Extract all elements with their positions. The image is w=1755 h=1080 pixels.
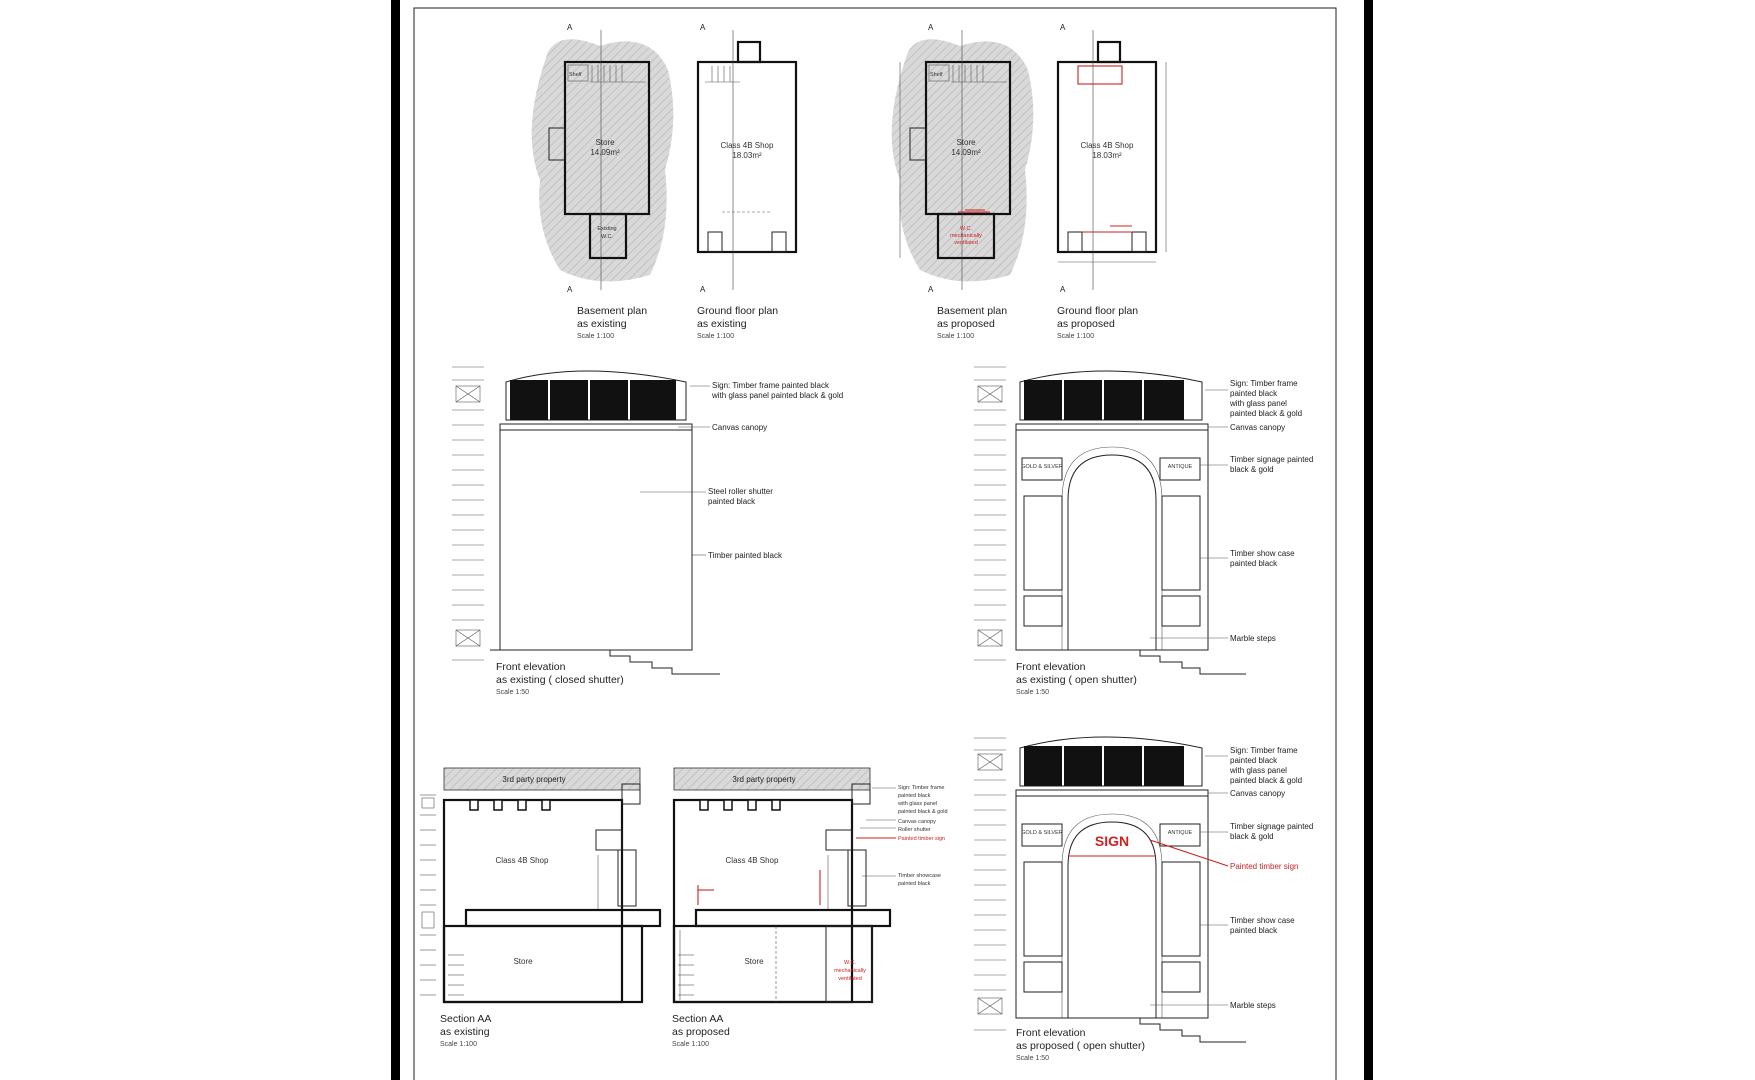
elevation-subtitle: as existing ( open shutter) (1016, 674, 1137, 686)
elevation-note: with glass panel (1230, 399, 1287, 408)
elevation-note: Canvas canopy (1230, 789, 1286, 798)
section-note: Sign: Timber frame (898, 785, 945, 791)
section-mark: A (928, 285, 934, 294)
wc-label: mechanically (834, 968, 866, 974)
plan-subtitle: as proposed (937, 318, 995, 330)
plan-basement-proposed (892, 23, 1034, 340)
elevation-note: painted black (1230, 926, 1278, 935)
room-area: 18.03m² (732, 151, 762, 160)
plan-subtitle: as existing (697, 318, 747, 330)
section-proposed (672, 768, 948, 1048)
section-note: with glass panel (898, 801, 938, 807)
elevation-note: Timber signage painted (1230, 455, 1314, 464)
panel-sign-left: GOLD & SILVER (1021, 464, 1063, 470)
panel-sign-right: ANTIQUE (1167, 464, 1193, 470)
room-label: Store (513, 957, 533, 966)
elevation-note: Sign: Timber frame painted black (712, 381, 829, 390)
room-label: Class 4B Shop (725, 856, 779, 865)
elevation-scale: Scale 1:50 (1016, 1055, 1050, 1062)
elevation-note: Sign: Timber frame (1230, 746, 1298, 755)
plan-title: Basement plan (577, 305, 648, 317)
section-existing (420, 768, 660, 1048)
section-title: Section AA (672, 1013, 724, 1025)
elevation-existing-closed (452, 367, 843, 696)
room-area: 14.09m² (951, 148, 981, 157)
elevation-note: painted black & gold (1230, 409, 1303, 418)
shelf-label: Shelf (569, 72, 582, 78)
wc-label: mechanically (950, 233, 982, 239)
party-wall-ticks (452, 367, 484, 660)
elevation-note: Sign: Timber frame (1230, 379, 1298, 388)
section-title: Section AA (440, 1013, 492, 1025)
plan-ground-proposed (1057, 23, 1166, 340)
elevation-title: Front elevation (496, 661, 566, 673)
section-scale: Scale 1:100 (440, 1041, 477, 1048)
elevation-note: Timber show case (1230, 916, 1295, 925)
elevation-note: painted black (1230, 389, 1278, 398)
room-label: Class 4B Shop (495, 856, 549, 865)
room-label: Class 4B Shop (720, 141, 774, 150)
elevation-subtitle: as existing ( closed shutter) (496, 674, 624, 686)
elevation-subtitle: as proposed ( open shutter) (1016, 1040, 1145, 1052)
section-note: Painted timber sign (898, 836, 946, 842)
elevation-note: with glass panel (1230, 766, 1287, 775)
elevation-note: Marble steps (1230, 1001, 1276, 1010)
plan-subtitle: as existing (577, 318, 627, 330)
elevation-scale: Scale 1:50 (1016, 689, 1050, 696)
party-wall-ticks (974, 367, 1006, 660)
wc-label: ventilated (954, 240, 978, 246)
plan-scale: Scale 1:100 (1057, 333, 1094, 340)
plan-subtitle: as proposed (1057, 318, 1115, 330)
elevation-note: Canvas canopy (1230, 423, 1286, 432)
wc-label: ventilated (838, 976, 862, 982)
section-mark: A (700, 285, 706, 294)
elevation-note: Timber painted black (708, 551, 782, 560)
proposed-sign-text: SIGN (1094, 833, 1130, 849)
plan-title: Basement plan (937, 305, 1008, 317)
elevation-scale: Scale 1:50 (496, 689, 530, 696)
party-wall-ticks (974, 738, 1006, 1030)
plan-ground-existing (697, 23, 796, 340)
room-label: Store (595, 138, 615, 147)
room-area: 14.09m² (590, 148, 620, 157)
elevation-note: black & gold (1230, 465, 1274, 474)
room-area: 18.03m² (1092, 151, 1122, 160)
section-mark: A (567, 285, 573, 294)
room-label: Store (744, 957, 764, 966)
section-note: painted black (898, 793, 931, 799)
section-mark: A (567, 23, 573, 32)
section-mark: A (1060, 23, 1066, 32)
shelf-label: Shelf (930, 72, 943, 78)
elevation-proposed-open (974, 737, 1313, 1062)
section-subtitle: as proposed (672, 1026, 730, 1038)
section-note: painted black & gold (898, 809, 948, 815)
elevation-note: Painted timber sign (1230, 862, 1299, 871)
section-note: Timber showcase (898, 873, 941, 879)
section-mark: A (700, 23, 706, 32)
section-note: Canvas canopy (898, 819, 936, 825)
plan-title: Ground floor plan (1057, 305, 1139, 317)
elevation-note: painted black (1230, 559, 1278, 568)
party-property-label: 3rd party property (732, 775, 796, 784)
section-mark: A (928, 23, 934, 32)
plan-scale: Scale 1:100 (937, 333, 974, 340)
party-property-label: 3rd party property (502, 775, 566, 784)
elevation-note: Timber signage painted (1230, 822, 1314, 831)
elevation-existing-open (974, 367, 1313, 696)
elevation-title: Front elevation (1016, 661, 1086, 673)
section-subtitle: as existing (440, 1026, 490, 1038)
elevation-title: Front elevation (1016, 1027, 1086, 1039)
wc-label: W.C. (960, 226, 972, 232)
plan-scale: Scale 1:100 (577, 333, 614, 340)
panel-sign-right: ANTIQUE (1167, 830, 1193, 836)
elevation-note: painted black (1230, 756, 1278, 765)
section-note: Roller shutter (898, 827, 931, 833)
room-label: Store (956, 138, 976, 147)
elevation-note: painted black & gold (1230, 776, 1303, 785)
panel-sign-left: GOLD & SILVER (1021, 830, 1063, 836)
party-wall-ticks (420, 795, 436, 995)
section-scale: Scale 1:100 (672, 1041, 709, 1048)
elevation-note: with glass panel painted black & gold (712, 391, 844, 400)
plan-title: Ground floor plan (697, 305, 779, 317)
plan-scale: Scale 1:100 (697, 333, 734, 340)
elevation-note: black & gold (1230, 832, 1274, 841)
wc-label: Existing (597, 226, 617, 232)
wc-label: W.C. (601, 234, 613, 240)
room-label: Class 4B Shop (1080, 141, 1134, 150)
section-note: painted black (898, 881, 931, 887)
wc-label: W.C. (844, 960, 856, 966)
elevation-note: Marble steps (1230, 634, 1276, 643)
elevation-note: Canvas canopy (712, 423, 768, 432)
elevation-note: painted black (708, 497, 756, 506)
elevation-note: Steel roller shutter (708, 487, 773, 496)
elevation-note: Timber show case (1230, 549, 1295, 558)
plan-basement-existing (532, 23, 674, 340)
section-mark: A (1060, 285, 1066, 294)
